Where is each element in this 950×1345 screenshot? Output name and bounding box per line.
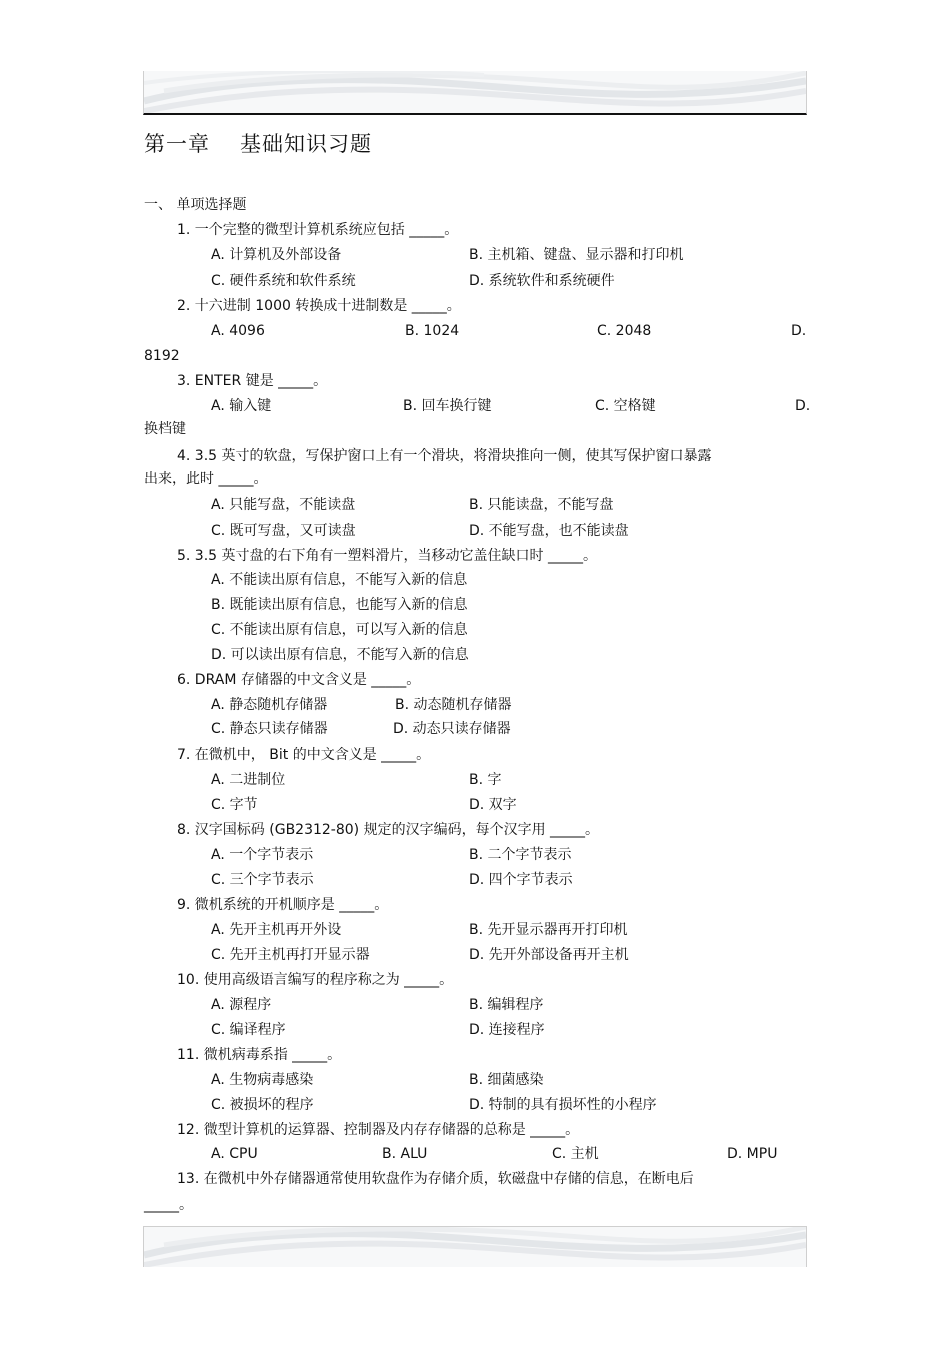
q8-option-b: B. 二个字节表示 (469, 847, 572, 863)
q5-option-c: C. 不能读出原有信息，可以写入新的信息 (211, 622, 468, 638)
q12-option-a: A. CPU (211, 1146, 258, 1162)
chapter-name: 基础知识习题 (240, 132, 372, 156)
question-13-continued: _____。 (144, 1197, 193, 1213)
question-12: 12. 微型计算机的运算器、控制器及内存存储器的总称是 _____。 (177, 1122, 580, 1138)
q11-option-d: D. 特制的具有损坏性的小程序 (469, 1097, 657, 1113)
q4-option-a: A. 只能写盘，不能读盘 (211, 497, 356, 513)
question-5: 5. 3.5 英寸盘的右下角有一塑料滑片，当移动它盖住缺口时 _____。 (177, 548, 597, 564)
q3-option-c: C. 空格键 (595, 398, 656, 414)
q2-option-b: B. 1024 (405, 323, 460, 339)
q10-option-c: C. 编译程序 (211, 1022, 286, 1038)
q3-option-a: A. 输入键 (211, 398, 272, 414)
q8-option-d: D. 四个字节表示 (469, 872, 573, 888)
q9-option-c: C. 先开主机再打开显示器 (211, 947, 370, 963)
question-7: 7. 在微机中， Bit 的中文含义是 _____。 (177, 747, 431, 763)
question-10: 10. 使用高级语言编写的程序称之为 _____。 (177, 972, 454, 988)
question-6: 6. DRAM 存储器的中文含义是 _____。 (177, 672, 421, 688)
q8-option-c: C. 三个字节表示 (211, 872, 314, 888)
q5-option-d: D. 可以读出原有信息，不能写入新的信息 (211, 647, 469, 663)
q5-option-a: A. 不能读出原有信息，不能写入新的信息 (211, 572, 468, 588)
section-heading: 一、 单项选择题 (144, 197, 247, 213)
q4-option-b: B. 只能读盘，不能写盘 (469, 497, 614, 513)
q11-option-c: C. 被损坏的程序 (211, 1097, 314, 1113)
q9-option-b: B. 先开显示器再开打印机 (469, 922, 628, 938)
q9-option-a: A. 先开主机再开外设 (211, 922, 342, 938)
q2-option-d-label: D. (791, 323, 807, 339)
q1-option-a: A. 计算机及外部设备 (211, 247, 342, 263)
q1-option-c: C. 硬件系统和软件系统 (211, 273, 356, 289)
question-1: 1. 一个完整的微型计算机系统应包括 _____。 (177, 222, 459, 238)
q3-option-d-label: D. (795, 398, 811, 414)
header-wave-decoration (144, 71, 806, 113)
q4-option-d: D. 不能写盘，也不能读盘 (469, 523, 629, 539)
chapter-title (144, 128, 372, 158)
q7-option-c: C. 字节 (211, 797, 258, 813)
q9-option-d: D. 先开外部设备再开主机 (469, 947, 629, 963)
question-11: 11. 微机病毒系指 _____。 (177, 1047, 342, 1063)
q10-option-d: D. 连接程序 (469, 1022, 545, 1038)
q12-option-c: C. 主机 (552, 1146, 599, 1162)
q6-option-c: C. 静态只读存储器 (211, 721, 328, 737)
q7-option-a: A. 二进制位 (211, 772, 286, 788)
question-4: 4. 3.5 英寸的软盘，写保护窗口上有一个滑块，将滑块推向一侧，使其写保护窗口暴露 (177, 448, 712, 464)
q2-option-d-value: 8192 (144, 348, 180, 364)
q12-option-b: B. ALU (382, 1146, 428, 1162)
q10-option-b: B. 编辑程序 (469, 997, 544, 1013)
q4-option-c: C. 既可写盘，又可读盘 (211, 523, 356, 539)
question-8: 8. 汉字国标码 (GB2312-80) 规定的汉字编码，每个汉字用 _____。 (177, 822, 600, 838)
q11-option-a: A. 生物病毒感染 (211, 1072, 314, 1088)
page-footer-band (143, 1226, 807, 1267)
q11-option-b: B. 细菌感染 (469, 1072, 544, 1088)
q1-option-b: B. 主机箱、键盘、显示器和打印机 (469, 247, 684, 263)
question-13: 13. 在微机中外存储器通常使用软盘作为存储介质，软磁盘中存储的信息，在断电后 (177, 1171, 694, 1187)
page-header-band (143, 71, 807, 115)
footer-wave-decoration (144, 1227, 806, 1267)
q1-option-d: D. 系统软件和系统硬件 (469, 273, 615, 289)
question-3: 3. ENTER 键是 _____。 (177, 373, 328, 389)
question-9: 9. 微机系统的开机顺序是 _____。 (177, 897, 389, 913)
q10-option-a: A. 源程序 (211, 997, 272, 1013)
question-4-continued: 出来，此时 _____。 (144, 471, 268, 487)
q7-option-d: D. 双字 (469, 797, 517, 813)
q6-option-b: B. 动态随机存储器 (395, 697, 512, 713)
q2-option-c: C. 2048 (597, 323, 652, 339)
q8-option-a: A. 一个字节表示 (211, 847, 314, 863)
q12-option-d: D. MPU (727, 1146, 778, 1162)
chapter-number: 第一章 (144, 132, 210, 156)
q5-option-b: B. 既能读出原有信息，也能写入新的信息 (211, 597, 468, 613)
q3-option-d-value: 换档键 (144, 421, 186, 437)
q7-option-b: B. 字 (469, 772, 502, 788)
q6-option-a: A. 静态随机存储器 (211, 697, 328, 713)
question-2: 2. 十六进制 1000 转换成十进制数是 _____。 (177, 298, 461, 314)
q3-option-b: B. 回车换行键 (403, 398, 492, 414)
q2-option-a: A. 4096 (211, 323, 265, 339)
q6-option-d: D. 动态只读存储器 (393, 721, 511, 737)
